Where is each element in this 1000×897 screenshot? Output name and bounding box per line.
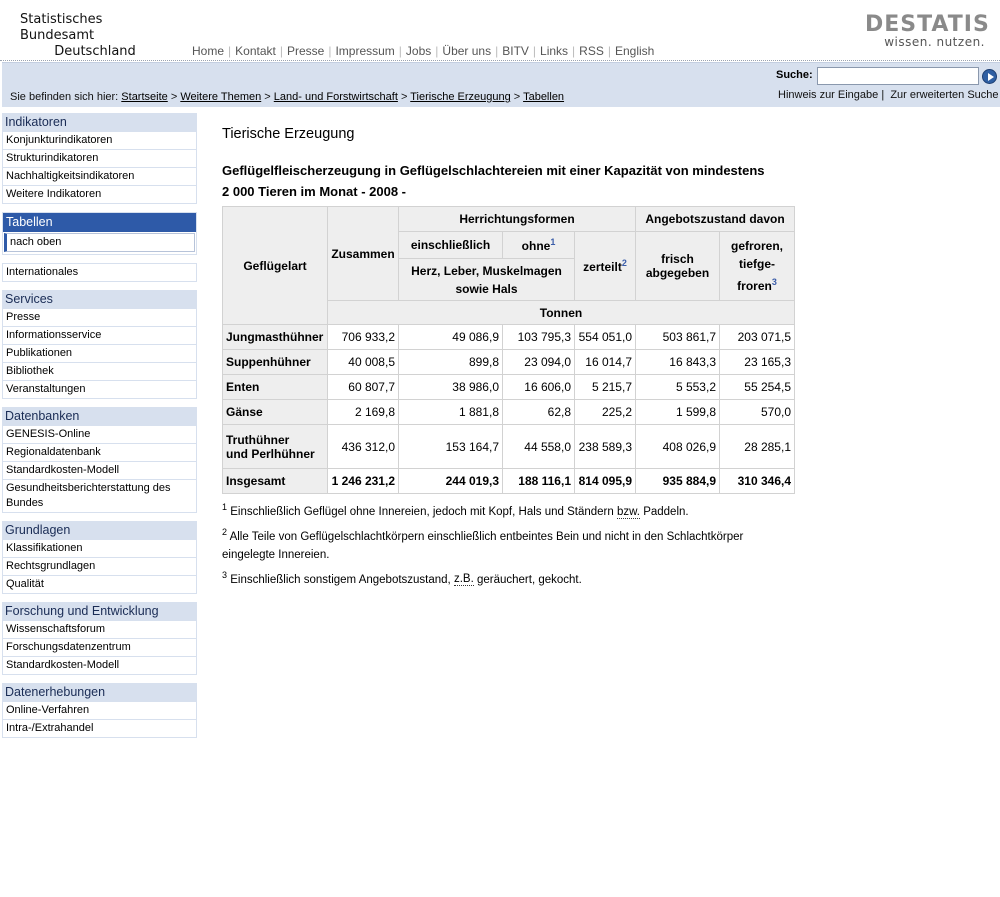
location-search-bar xyxy=(2,62,1000,107)
unit-row-tonnen: Tonnen xyxy=(328,301,795,325)
sidebar-group-services xyxy=(2,290,197,399)
row-label-text-line2: und Perlhühner xyxy=(226,446,315,461)
footnote-3-number: 3 xyxy=(222,569,228,580)
sidebar-item-online-verfahren[interactable]: Online-Verfahren xyxy=(2,702,197,720)
table-cell: 60 807,7 xyxy=(328,375,399,400)
col-head-ohne-label: ohne xyxy=(521,239,551,253)
search-label: Suche: xyxy=(776,69,813,81)
footnote-1-text-a: Einschließlich Geflügel ohne Innereien, jedoch mit Kopf, Hals und Ständern xyxy=(230,505,617,518)
table-cell: 225,2 xyxy=(575,400,636,425)
table-cell: 38 986,0 xyxy=(399,375,503,400)
breadcrumb-startseite[interactable]: Startseite xyxy=(121,91,168,103)
sidebar-item-wissenschaftsforum[interactable]: Wissenschaftsforum xyxy=(2,621,197,639)
destatis-tagline: wissen. nutzen. xyxy=(884,35,985,49)
table-cell: 16 843,3 xyxy=(636,350,720,375)
sidebar-item-nachhaltigkeit[interactable]: Nachhaltigkeitsindikatoren xyxy=(2,168,197,186)
sidebar-group-datenbanken xyxy=(2,407,197,513)
table-cell: 310 346,4 xyxy=(720,469,795,494)
sidebar-item-klassifikationen[interactable]: Klassifikationen xyxy=(2,540,197,558)
sidebar-group-indikatoren xyxy=(2,113,197,204)
sidebar-item-nach-oben[interactable]: nach oben xyxy=(4,233,195,252)
topnav-presse[interactable]: Presse xyxy=(286,44,325,58)
table-cell: 436 312,0 xyxy=(328,425,399,469)
table-cell: 899,8 xyxy=(399,350,503,375)
topnav-kontakt[interactable]: Kontakt xyxy=(235,44,276,58)
sidebar-head-tabellen[interactable]: Tabellen xyxy=(3,213,196,232)
sidebar-group-grundlagen xyxy=(2,521,197,594)
sidebar-item-internationales[interactable]: Internationales xyxy=(2,263,197,282)
table-cell: 16 606,0 xyxy=(503,375,575,400)
sidebar-item-qualitaet[interactable]: Qualität xyxy=(2,576,197,594)
sidebar-group-tabellen xyxy=(2,212,197,255)
col-head-ohne xyxy=(503,232,575,259)
sidebar-head-datenbanken[interactable]: Datenbanken xyxy=(2,407,197,426)
table-row xyxy=(223,469,795,494)
row-label xyxy=(223,325,328,350)
table-cell: 1 599,8 xyxy=(636,400,720,425)
sidebar-head-datenerhebungen[interactable]: Datenerhebungen xyxy=(2,683,197,702)
org-name-line1: Statistisches Bundesamt xyxy=(20,12,103,43)
destatis-wordmark: DESTATIS xyxy=(865,12,990,37)
table-cell: 103 795,3 xyxy=(503,325,575,350)
sidebar-item-regionaldatenbank[interactable]: Regionaldatenbank xyxy=(2,444,197,462)
row-label-text: Jungmasthühner xyxy=(226,330,324,344)
row-label-text: Enten xyxy=(226,380,260,394)
search-submit-arrow-icon[interactable] xyxy=(982,69,997,84)
table-cell: 5 553,2 xyxy=(636,375,720,400)
row-label xyxy=(223,400,328,425)
table-title-line2: 2 000 Tieren im Monat - 2008 - xyxy=(222,184,406,199)
breadcrumb-weitere-themen[interactable]: Weitere Themen xyxy=(180,91,262,103)
col-head-gefluegelart: Geflügelart xyxy=(223,207,328,325)
sidebar-item-publikationen[interactable]: Publikationen xyxy=(2,345,197,363)
table-cell: 153 164,7 xyxy=(399,425,503,469)
col-head-einschliesslich: einschließlich xyxy=(399,232,503,259)
breadcrumb-land-forst[interactable]: Land- und Forstwirtschaft xyxy=(273,91,398,103)
topnav-bitv[interactable]: BITV xyxy=(502,44,529,58)
footnote-1-abbr: bzw. xyxy=(616,505,640,518)
topnav-rss[interactable]: RSS xyxy=(579,44,604,58)
col-head-herrichtungsformen: Herrichtungsformen xyxy=(399,207,636,232)
row-label-text: Gänse xyxy=(226,405,263,419)
table-cell: 1 881,8 xyxy=(399,400,503,425)
extended-search-link[interactable]: Zur erweiterten Suche xyxy=(890,89,999,101)
sidebar-head-forschung[interactable]: Forschung und Entwicklung xyxy=(2,602,197,621)
footnote-ref-2[interactable]: 2 xyxy=(621,258,627,268)
topnav-ueber-uns[interactable]: Über uns xyxy=(442,44,492,58)
sidebar-item-struktur[interactable]: Strukturindikatoren xyxy=(2,150,197,168)
table-cell: 16 014,7 xyxy=(575,350,636,375)
table-cell: 203 071,5 xyxy=(720,325,795,350)
org-logo[interactable] xyxy=(20,12,170,60)
row-label xyxy=(223,375,328,400)
footnote-2 xyxy=(222,523,782,564)
sidebar-item-gesundheitsberichterstattung[interactable]: Gesundheitsberichterstattung des Bundes xyxy=(2,480,197,513)
table-cell: 503 861,7 xyxy=(636,325,720,350)
sidebar-item-bibliothek[interactable]: Bibliothek xyxy=(2,363,197,381)
sidebar-group-datenerhebungen xyxy=(2,683,197,738)
table-cell: 55 254,5 xyxy=(720,375,795,400)
col-head-gefroren xyxy=(720,232,795,301)
search-links: Hinweis zur Eingabe | Zur erweiterten Suche xyxy=(778,89,999,101)
org-name-line2: Deutschland xyxy=(54,44,136,59)
table-row xyxy=(223,375,795,400)
top-navigation: Home | Kontakt | Presse | Impressum | Jobs | Über uns | BITV | Links | RSS | English xyxy=(188,44,658,60)
table-cell: 1 246 231,2 xyxy=(328,469,399,494)
col-head-angebotszustand: Angebotszustand davon xyxy=(636,207,795,232)
row-label-text: Insgesamt xyxy=(226,474,286,488)
sidebar-item-rechtsgrundlagen[interactable]: Rechtsgrundlagen xyxy=(2,558,197,576)
footnote-2-number: 2 xyxy=(222,526,228,537)
sidebar-item-weitere[interactable]: Weitere Indikatoren xyxy=(2,186,197,204)
footnote-ref-3[interactable]: 3 xyxy=(771,277,777,287)
table-body xyxy=(223,325,795,494)
footnote-ref-1[interactable]: 1 xyxy=(550,237,556,247)
table-cell: 814 095,9 xyxy=(575,469,636,494)
page-title: Tierische Erzeugung xyxy=(222,126,355,142)
table-row xyxy=(223,425,795,469)
sidebar-item-genesis[interactable]: GENESIS-Online xyxy=(2,426,197,444)
footnote-1-number: 1 xyxy=(222,502,228,512)
breadcrumb: Sie befinden sich hier: Startseite > Weitere Themen > Land- und Forstwirtschaft > Tierische Erzeugung > Tabellen xyxy=(10,91,565,103)
sidebar-item-veranstaltungen[interactable]: Veranstaltungen xyxy=(2,381,197,399)
table-cell: 23 094,0 xyxy=(503,350,575,375)
breadcrumb-tierische-erzeugung[interactable]: Tierische Erzeugung xyxy=(410,91,511,103)
table-cell: 49 086,9 xyxy=(399,325,503,350)
table-cell: 62,8 xyxy=(503,400,575,425)
row-label xyxy=(223,425,328,469)
table-row xyxy=(223,400,795,425)
table-cell: 238 589,3 xyxy=(575,425,636,469)
sidebar-group-forschung xyxy=(2,602,197,675)
topnav-english[interactable]: English xyxy=(614,44,655,58)
footnote-3-text-a: Einschließlich sonstigem Angebotszustand, xyxy=(230,573,454,586)
sidebar-head-grundlagen[interactable]: Grundlagen xyxy=(2,521,197,540)
col-head-herz-leber: Herz, Leber, Muskelmagen sowie Hals xyxy=(399,259,575,301)
sidebar-item-informationsservice[interactable]: Informationsservice xyxy=(2,327,197,345)
topnav-impressum[interactable]: Impressum xyxy=(335,44,395,58)
topnav-links[interactable]: Links xyxy=(540,44,569,58)
col-head-gefroren-label: gefroren, tiefge- froren xyxy=(730,239,783,293)
table-cell: 408 026,9 xyxy=(636,425,720,469)
table-cell: 244 019,3 xyxy=(399,469,503,494)
topnav-home[interactable]: Home xyxy=(192,44,225,58)
row-label xyxy=(223,350,328,375)
footnote-3-text-b: geräuchert, gekocht. xyxy=(473,573,582,586)
col-head-zerteilt-label: zerteilt xyxy=(583,260,622,274)
row-label xyxy=(223,469,328,494)
sidebar-item-intra-extrahandel[interactable]: Intra-/Extrahandel xyxy=(2,720,197,738)
table-title-line1: Geflügelfleischerzeugung in Geflügelschlachtereien mit einer Kapazität von mindestens xyxy=(222,163,765,178)
sidebar-head-indikatoren[interactable]: Indikatoren xyxy=(2,113,197,132)
footnote-3 xyxy=(222,566,782,589)
sidebar-item-standardkosten[interactable]: Standardkosten-Modell xyxy=(2,462,197,480)
row-label-text: Suppenhühner xyxy=(226,355,311,369)
sidebar-item-konjunktur[interactable]: Konjunkturindikatoren xyxy=(2,132,197,150)
breadcrumb-prefix: Sie befinden sich hier: xyxy=(10,91,119,103)
table-cell: 44 558,0 xyxy=(503,425,575,469)
data-table xyxy=(222,206,795,494)
table-cell: 40 008,5 xyxy=(328,350,399,375)
col-head-zerteilt xyxy=(575,232,636,301)
table-cell: 2 169,8 xyxy=(328,400,399,425)
sidebar xyxy=(2,113,197,746)
table-title xyxy=(222,160,802,202)
footnotes xyxy=(222,498,782,588)
table-cell: 935 884,9 xyxy=(636,469,720,494)
search-hint-link[interactable]: Hinweis zur Eingabe xyxy=(778,89,879,101)
table-cell: 23 165,3 xyxy=(720,350,795,375)
footnote-3-abbr: z.B. xyxy=(453,573,474,586)
sidebar-item-presse[interactable]: Presse xyxy=(2,309,197,327)
table-cell: 28 285,1 xyxy=(720,425,795,469)
footnote-2-text: Alle Teile von Geflügelschlachtkörpern einschließlich entbeintes Bein und nicht in den Schlachtkörper eingelegte Innereien. xyxy=(222,530,744,561)
destatis-logo[interactable] xyxy=(865,12,990,49)
sidebar-head-services[interactable]: Services xyxy=(2,290,197,309)
sidebar-group-internationales xyxy=(2,263,197,282)
table-row xyxy=(223,325,795,350)
row-label-text: Truthühner xyxy=(226,432,290,447)
topnav-jobs[interactable]: Jobs xyxy=(405,44,432,58)
main-content xyxy=(222,126,802,590)
footnote-1-text-b: Paddeln. xyxy=(640,505,689,518)
table-row xyxy=(223,350,795,375)
sidebar-item-standardkosten-2[interactable]: Standardkosten-Modell xyxy=(2,657,197,675)
col-head-zusammen: Zusammen xyxy=(328,207,399,301)
col-head-frisch: frisch abgegeben xyxy=(636,232,720,301)
table-cell: 706 933,2 xyxy=(328,325,399,350)
sidebar-item-forschungsdatenzentrum[interactable]: Forschungsdatenzentrum xyxy=(2,639,197,657)
table-cell: 554 051,0 xyxy=(575,325,636,350)
table-cell: 188 116,1 xyxy=(503,469,575,494)
table-cell: 5 215,7 xyxy=(575,375,636,400)
table-cell: 570,0 xyxy=(720,400,795,425)
search-input[interactable] xyxy=(817,67,979,85)
breadcrumb-tabellen[interactable]: Tabellen xyxy=(523,91,565,103)
footnote-1 xyxy=(222,498,782,521)
